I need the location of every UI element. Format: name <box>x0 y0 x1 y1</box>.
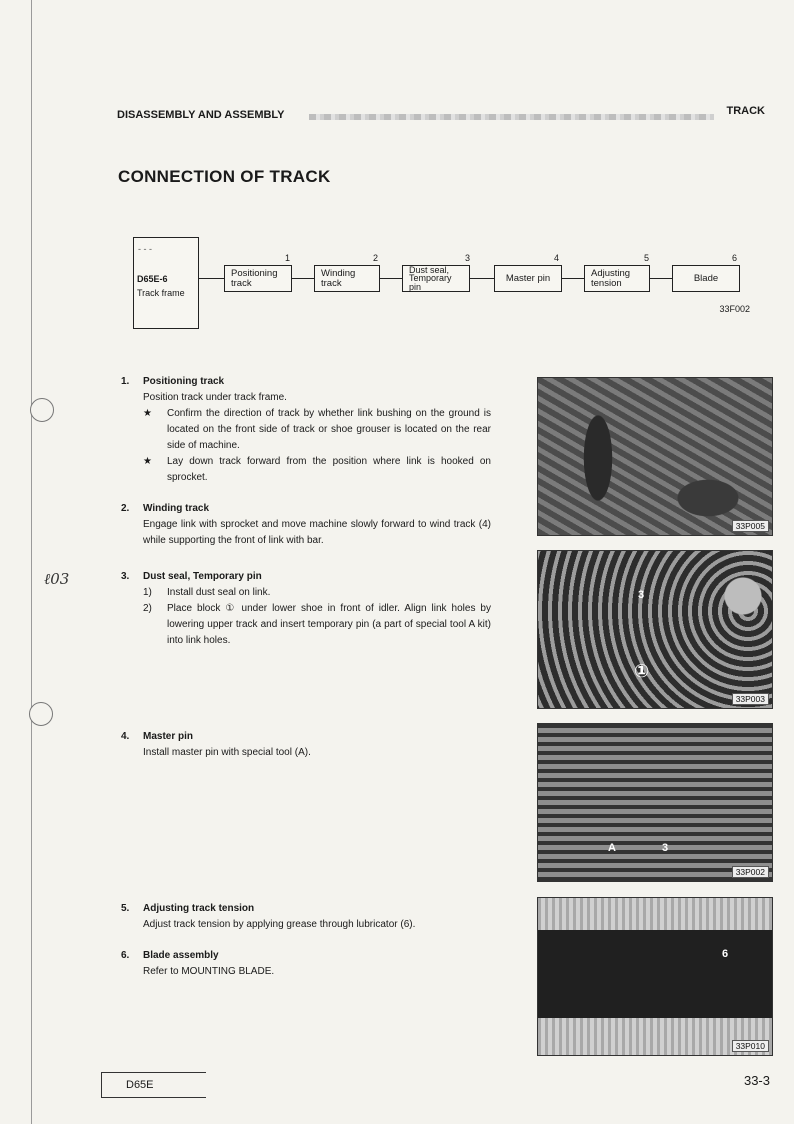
step-heading: Dust seal, Temporary pin <box>143 571 262 582</box>
step-4 <box>121 729 491 761</box>
punch-hole <box>29 702 53 726</box>
photo-callout: 6 <box>722 948 729 960</box>
flow-step-text: Temporary <box>409 273 452 284</box>
flow-connector <box>470 278 494 279</box>
photo-callout: 3 <box>662 842 669 854</box>
star-icon: ★ <box>143 456 152 467</box>
flow-step-1 <box>224 265 292 292</box>
photo-callout: A <box>608 842 616 854</box>
note-text: Confirm the direction of track by whether link bushing on the ground is located on the front side of track or shoe grouser is located on the rear side of machine. <box>167 408 491 451</box>
flow-step-text: pin <box>409 281 422 292</box>
flow-step-text: Positioning <box>231 267 278 279</box>
step-number: 4. <box>121 731 130 742</box>
flow-step-number: 6 <box>732 253 738 263</box>
flow-connector <box>380 278 402 279</box>
step-2 <box>121 501 491 549</box>
photo-code: 33P002 <box>732 866 769 878</box>
flow-step-text: Winding <box>321 267 356 279</box>
flow-step-text: Dust seal, <box>409 264 450 275</box>
flow-step-number: 4 <box>554 253 560 263</box>
page-title: CONNECTION OF TRACK <box>118 167 331 186</box>
flow-step-number: 3 <box>465 253 471 263</box>
binding-line <box>31 0 32 1124</box>
sub-step-text: Place block ① under lower shoe in front of idler. Align link holes by lowering upper track and insert temporary pin (a part of special tool A kit) into link holes. <box>167 603 491 646</box>
header-chapter: TRACK <box>726 105 765 117</box>
flow-step-number: 2 <box>373 253 379 263</box>
photo-callout: 3 <box>638 589 645 601</box>
flow-step-text: Blade <box>693 272 719 284</box>
flow-step-text: track <box>321 277 342 289</box>
photo-code: 33P005 <box>732 520 769 532</box>
flow-step-text: Adjusting <box>591 267 631 279</box>
flow-step-number: 5 <box>644 253 650 263</box>
star-icon: ★ <box>143 408 152 419</box>
note-bullet <box>143 406 491 454</box>
flow-frame-dash: - - - <box>138 244 152 254</box>
flow-connector <box>562 278 584 279</box>
note-text: Lay down track forward from the position where link is hooked on sprocket. <box>167 456 491 483</box>
photo-code: 33P010 <box>732 1040 769 1052</box>
step-text: Adjust track tension by applying grease through lubricator (6). <box>143 919 416 930</box>
flow-diagram <box>130 234 750 324</box>
step-number: 6. <box>121 950 130 961</box>
step-heading: Master pin <box>143 731 194 742</box>
flow-step-4 <box>494 265 562 292</box>
step-number: 2. <box>121 503 130 514</box>
sub-step <box>143 585 491 601</box>
flow-step-text: tension <box>591 277 622 289</box>
page-number: 33-3 <box>743 1073 770 1088</box>
step-number: 5. <box>121 903 130 914</box>
page-header <box>117 103 767 123</box>
flow-step-3 <box>402 265 470 292</box>
footer-model: D65E <box>126 1079 154 1091</box>
punch-hole <box>30 398 54 422</box>
step-text: Refer to MOUNTING BLADE. <box>143 966 275 977</box>
flow-step-5 <box>584 265 650 292</box>
photo-track-tension <box>537 897 773 1056</box>
step-heading: Winding track <box>143 503 210 514</box>
handwritten-margin-note: ℓ03 <box>44 570 70 588</box>
photo-callout: ① <box>634 661 650 681</box>
step-3 <box>121 569 491 649</box>
header-rule <box>309 114 714 120</box>
step-6 <box>121 948 491 980</box>
sub-step-number: 2) <box>143 603 152 614</box>
step-number: 1. <box>121 376 130 387</box>
flow-frame-label: Track frame <box>137 288 185 298</box>
flow-connector <box>198 278 224 279</box>
step-heading: Positioning track <box>143 376 225 387</box>
step-heading: Blade assembly <box>143 950 219 961</box>
flow-step-text: track <box>231 277 252 289</box>
flow-frame-model: D65E-6 <box>137 274 168 284</box>
step-text: Position track under track frame. <box>143 392 287 403</box>
flow-step-2 <box>314 265 380 292</box>
photo-master-pin <box>537 723 773 882</box>
flow-step-6 <box>672 265 740 292</box>
photo-code: 33P003 <box>732 693 769 705</box>
step-1 <box>121 374 491 486</box>
flow-frame-box <box>133 237 199 329</box>
flow-connector <box>292 278 314 279</box>
sub-step-number: 1) <box>143 587 152 598</box>
flow-step-text: Master pin <box>505 272 551 284</box>
sub-step <box>143 601 491 649</box>
note-bullet <box>143 454 491 486</box>
step-text: Install master pin with special tool (A). <box>143 747 311 758</box>
step-heading: Adjusting track tension <box>143 903 255 914</box>
flow-step-number: 1 <box>285 253 291 263</box>
flow-connector <box>650 278 672 279</box>
flow-figure-code: 33F002 <box>719 304 750 314</box>
step-5 <box>121 901 501 933</box>
step-number: 3. <box>121 571 130 582</box>
photo-dust-seal <box>537 550 773 709</box>
sub-step-text: Install dust seal on link. <box>167 587 271 598</box>
header-section: DISASSEMBLY AND ASSEMBLY <box>117 109 285 121</box>
photo-positioning-track <box>537 377 773 536</box>
step-text: Engage link with sprocket and move machine slowly forward to wind track (4) while supporting the front of link with bar. <box>143 519 491 546</box>
